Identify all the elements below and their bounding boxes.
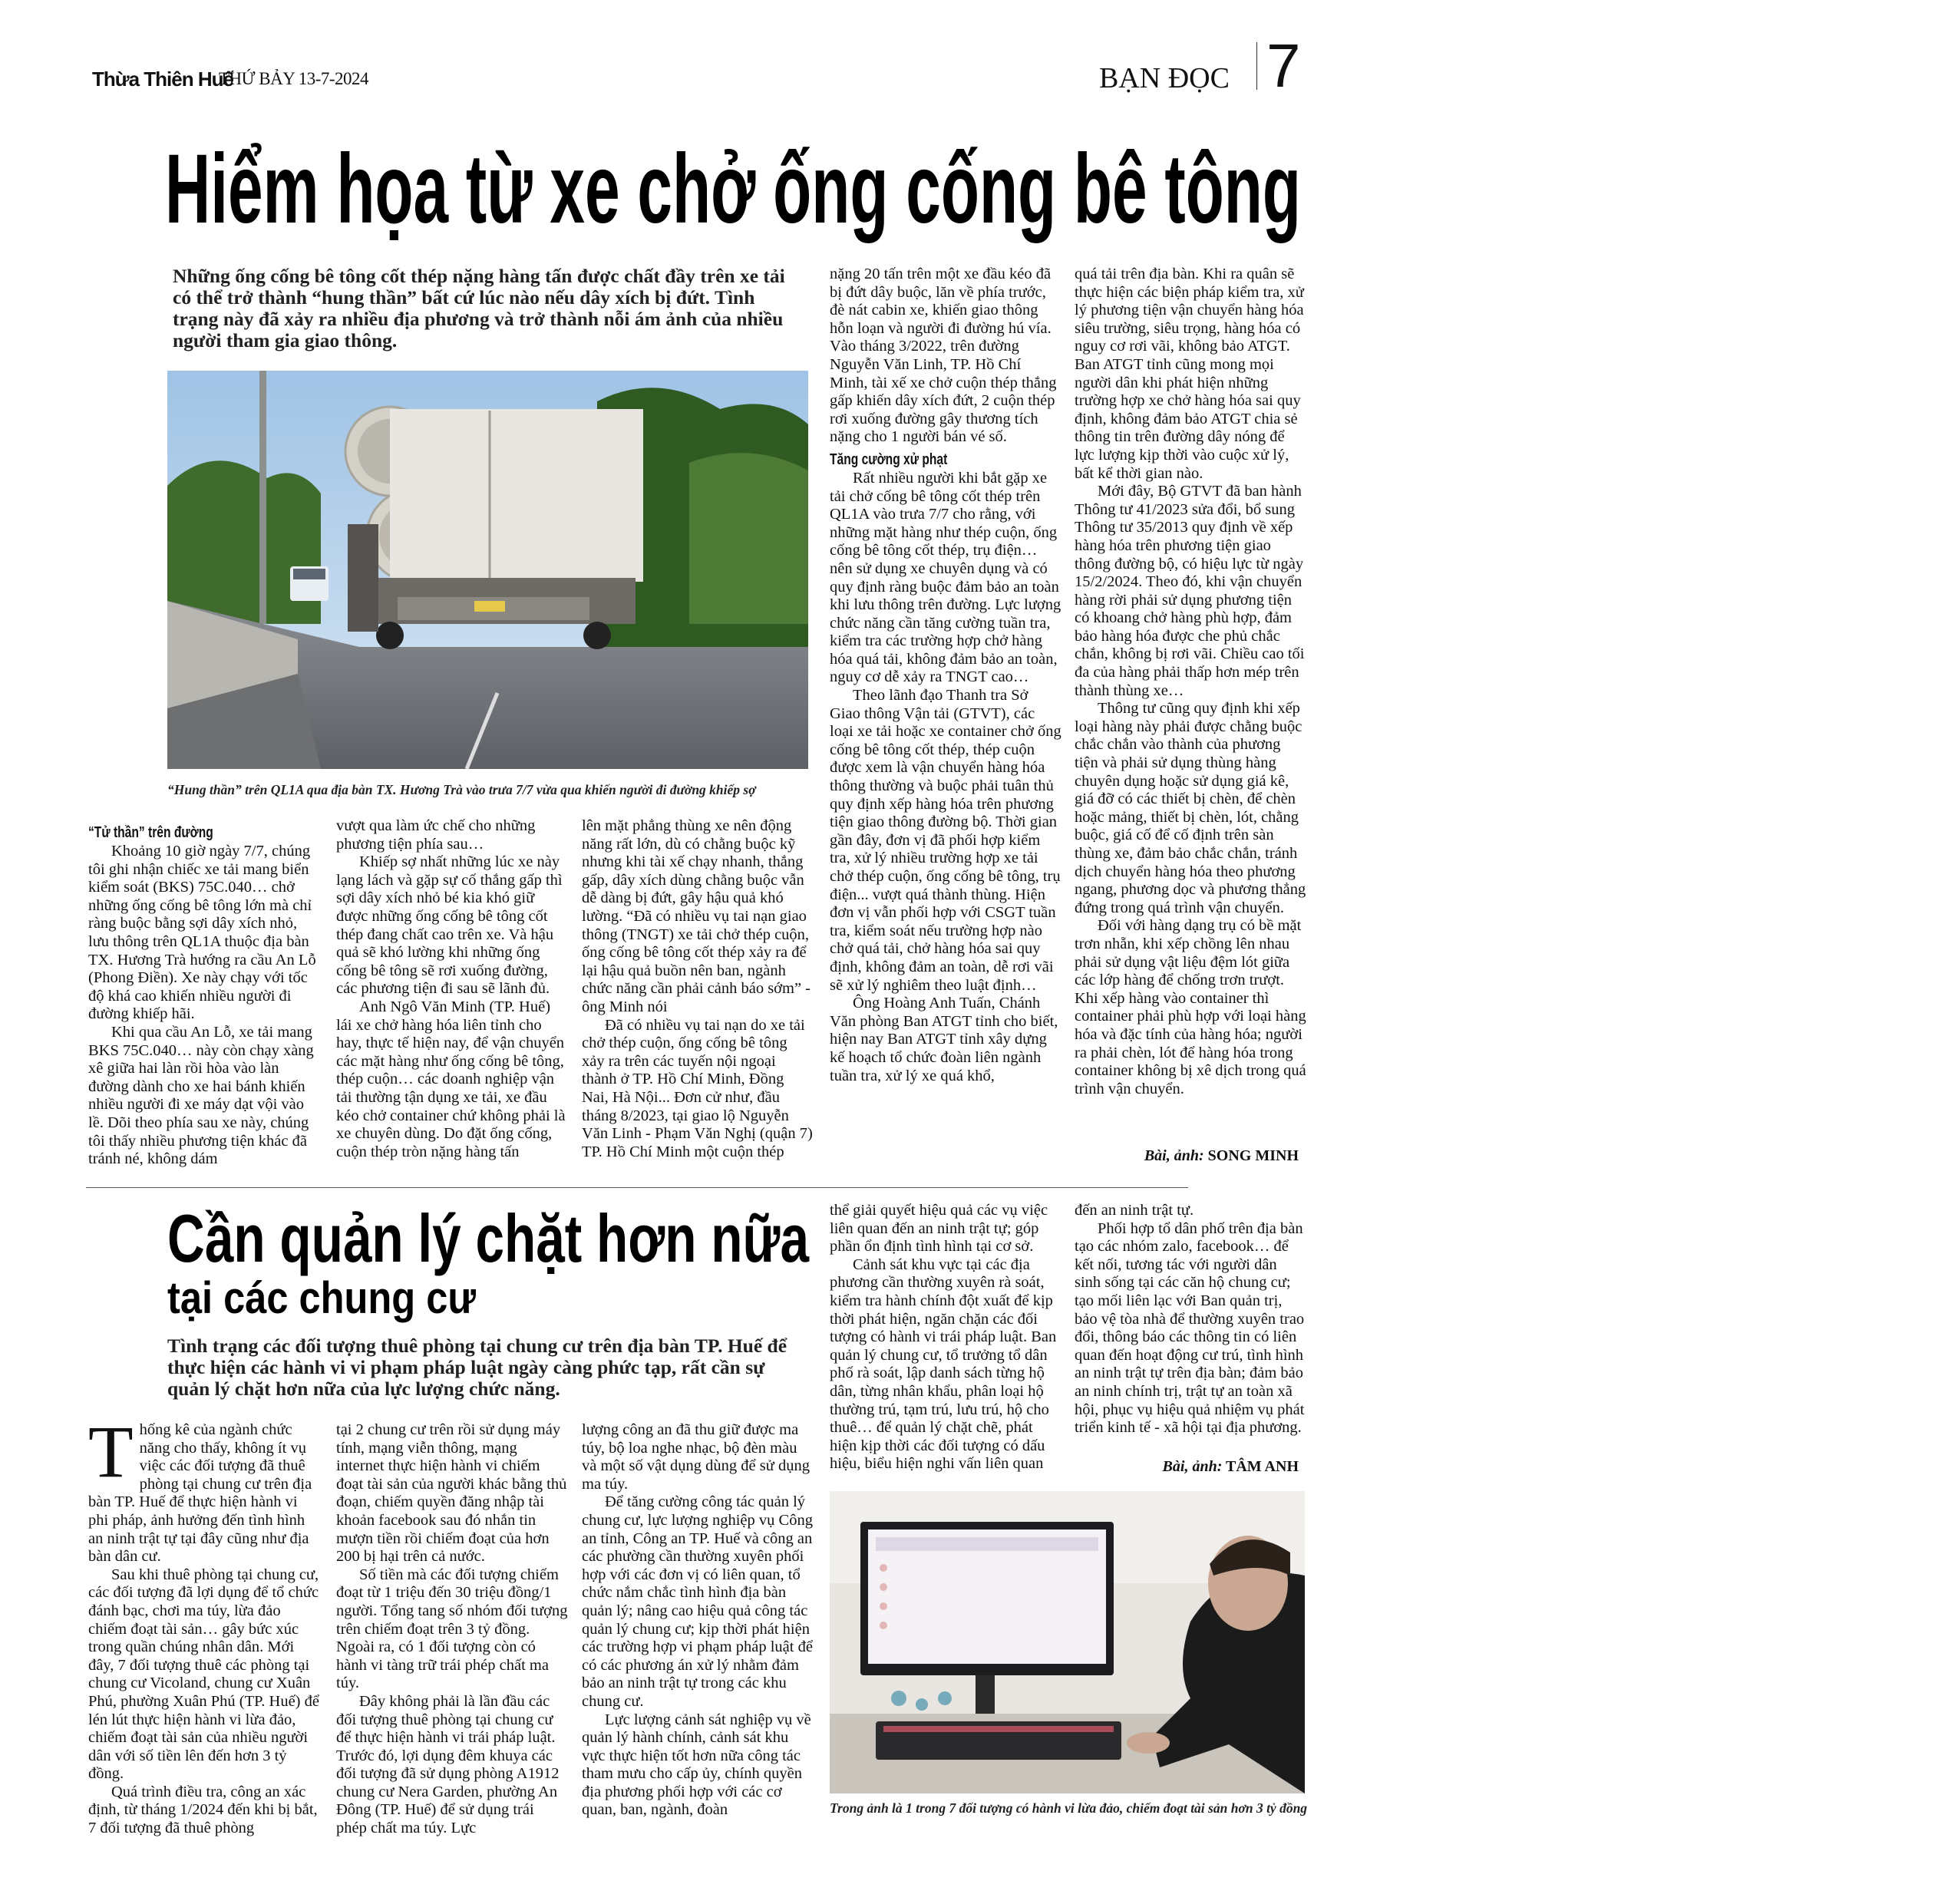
- paragraph: Để tăng cường công tác quản lý chung cư, lực lượng nghiệp vụ Công an tỉnh, Công an TP. Huế và công an các phường cần thường xuyên phối hợp với các đơn vị có liên quan, tổ chức nắm chắc tình hình địa bàn quản lý; nâng cao hiệu quả công tác quản lý chung cư; kịp thời phát hiện các trường hợp vi phạm pháp luật để có các phương án xử lý nhằm đảm bảo an ninh trật tự trong các khu chung cư.: [582, 1493, 813, 1710]
- section-name: BẠN ĐỌC: [1099, 62, 1230, 94]
- paragraph: đến an ninh trật tự.: [1075, 1202, 1194, 1219]
- paragraph: Thông tư cũng quy định khi xếp loại hàng này phải được chằng buộc chắc chắn vào thành của phương tiện và phải sử dụng thùng hàng chuyên dụng hoặc sử dụng giá kê, giá đỡ có các thiết bị chèn, để chèn hoặc mảng, thiết bị chèn, lót, chằng buộc, giá cố để cố định trên sàn thùng xe, đảm bảo chắc chắn, tránh dịch chuyển hàng hóa theo phương ngang, phương dọc và phương thẳng đứng trong quá trình vận chuyển.: [1075, 700, 1306, 916]
- paragraph: Khi qua cầu An Lỗ, xe tải mang BKS 75C.040… này còn chạy xàng xê giữa hai làn rồi hòa vào làn đường dành cho xe hai bánh khiến nhiều người đi xe máy dạt vội vào lề. Dõi theo phía sau xe này, chúng tôi thấy nhiều phương tiện khác đã tránh né, không dám: [88, 1023, 314, 1168]
- article1-column-3: [582, 817, 814, 1165]
- article2-subtitle: tại các chung cư: [167, 1273, 476, 1323]
- article1-column-4: [830, 266, 1061, 1170]
- article2-subtitle-wrap: [167, 1274, 490, 1325]
- header-divider: [1256, 42, 1257, 90]
- article-divider: [86, 1187, 1188, 1188]
- article1-column-5: [1075, 266, 1306, 1148]
- paragraph: Theo lãnh đạo Thanh tra Sở Giao thông Vận tải (GTVT), các loại xe tải hoặc xe container chở ống cống bê tông cốt thép, thép cuộn được xem là vận chuyển hàng hóa thông thường và buộc phải tuân thủ quy định xếp hàng hóa trên phương tiện giao thông đường bộ. Thời gian gần đây, đơn vị đã phối hợp kiểm tra, xử lý nhiều trường hợp xe tải chở thép cuộn, ống cống bê tông, trụ điện... vượt quá thành thùng. Hiện đơn vị vẫn phối hợp với CSGT tuần tra, kiểm soát nếu trường hợp nào chở quá tải, chở hàng hóa sai quy định, không đảm an toàn, dễ rơi vãi sẽ xử lý nghiêm theo luật định…: [830, 687, 1061, 994]
- article1-column-2: [336, 817, 568, 1165]
- paragraph: Khiếp sợ nhất những lúc xe này lạng lách và gặp sự cố thắng gấp thì sợi dây xích nhỏ bé kia khó giữ được những ống cống bê tông cốt thép đang chất cao trên xe. Và hậu quả sẽ khó lường khi những ống cống bê tông sẽ rơi xuống đường, các phương tiện đi sau sẽ lãnh đủ.: [336, 853, 563, 998]
- article2-photo: [830, 1491, 1305, 1793]
- person-at-computer-photo: [830, 1491, 1305, 1793]
- page-number: 7: [1266, 31, 1301, 100]
- article1-photo: [167, 371, 808, 769]
- paragraph: tại 2 chung cư trên rồi sử dụng máy tính, mạng viễn thông, mạng internet thực hiện hành vi chiếm đoạt tài sản của người khác bằng thủ đoạn, chiếm quyền đăng nhập tài khoản facebook sau đó nhắn tin mượn tiền rồi chiếm đoạt của hơn 200 bị hại trên cả nước.: [336, 1421, 567, 1566]
- paragraph: quá tải trên địa bàn. Khi ra quân sẽ thực hiện các biện pháp kiểm tra, xử lý phương tiện vận chuyển hàng hóa siêu trường, siêu trọng, hàng hóa có nguy cơ rơi vãi, không bảo ATGT. Ban ATGT tỉnh cũng mong mọi người dân khi phát hiện những trường hợp xe chở hàng hóa sai quy định, không đảm bảo ATGT chia sẻ thông tin trên đường dây nóng để lực lượng kịp thời vào cuộc xử lý, bất kể thời gian nào.: [1075, 266, 1304, 482]
- article2-title-wrap: [167, 1199, 812, 1279]
- paragraph: Số tiền mà các đối tượng chiếm đoạt từ 1 triệu đến 30 triệu đồng/1 người. Tổng tang số nhóm đối tượng trên chiếm đoạt trên 3 tỷ đồng. Ngoài ra, có 1 đối tượng còn có hành vi tàng trữ trái phép chất ma túy.: [336, 1566, 568, 1692]
- byline-label: Bài, ảnh:: [1162, 1458, 1223, 1475]
- truck-with-pipes-photo: [167, 371, 808, 769]
- issue-date: THỨ BẢY 13-7-2024: [219, 69, 369, 88]
- paragraph: Khoảng 10 giờ ngày 7/7, chúng tôi ghi nhận chiếc xe tải mang biển kiểm soát (BKS) 75C.040… chở những ống cống bê tông lớn mà chỉ ràng buộc bằng sợi dây xích nhỏ, lưu thông trên QL1A thuộc địa bàn TX. Hương Trà hướng ra cầu An Lỗ (Phong Điền). Xe này chạy với tốc độ khá cao khiến nhiều người đi đường khiếp hãi.: [88, 843, 316, 1023]
- article2-photo-caption: Trong ảnh là 1 trong 7 đối tượng có hành vi lừa đảo, chiếm đoạt tài sản hơn 3 tỷ đồng: [830, 1800, 1308, 1816]
- paragraph: Mới đây, Bộ GTVT đã ban hành Thông tư 41/2023 sửa đổi, bổ sung Thông tư 35/2013 quy định về xếp hàng hóa trên phương tiện giao thông đường bộ, có hiệu lực từ ngày 15/2/2024. Theo đó, khi vận chuyển hàng rời phải sử dụng phương tiện có khoang chở hàng phù hợp, đảm bảo hàng hóa được che phủ chắc chắn, không bị rơi vãi. Chiều cao tối đa của hàng phải thấp hơn mép trên thành thùng xe…: [1075, 483, 1305, 699]
- paragraph: Lực lượng cảnh sát nghiệp vụ về quản lý hành chính, cảnh sát khu vực thực hiện tốt hơn nữa công tác tham mưu cho cấp ủy, chính quyền địa phương phối hợp với các cơ quan, ban, ngành, đoàn: [582, 1711, 811, 1819]
- byline-author: TÂM ANH: [1226, 1458, 1299, 1475]
- article2-lead: Tình trạng các đối tượng thuê phòng tại chung cư trên địa bàn TP. Huế để thực hiện các hành vi vi phạm pháp luật ngày càng phức tạp, rất cần sự quản lý chặt hơn nữa của lực lượng chức năng.: [167, 1335, 787, 1400]
- masthead: Thừa Thiên Huế: [92, 68, 233, 91]
- subheading: “Tử thần” trên đường: [88, 824, 213, 841]
- article1-lead: Những ống cống bê tông cốt thép nặng hàng tấn được chất đầy trên xe tải có thể trở thành “hung thần” bất cứ lúc nào nếu dây xích bị đứt. Tình trạng này đã xảy ra nhiều địa phương và trở thành nỗi ám ảnh của nhiều người tham gia giao thông.: [173, 265, 785, 351]
- paragraph: Đối với hàng dạng trụ có bề mặt trơn nhẵn, khi xếp chồng lên nhau phải sử dụng vật liệu đệm lót giữa các lớp hàng để chống trơn trượt. Khi xếp hàng vào container thì container phải phù hợp với loại hàng hóa và đặc tính của hàng hóa; người ra phải chèn, lót để hàng hóa trong container không bị xê dịch trong quá trình vận chuyển.: [1075, 917, 1306, 1097]
- article1-title-wrap: [165, 132, 1301, 255]
- paragraph: Cảnh sát khu vực tại các địa phương cần thường xuyên rà soát, kiểm tra hành chính đột xuất để kịp thời phát hiện, ngăn chặn các đối tượng có hành vi trái pháp luật. Ban quản lý chung cư, tổ trưởng tổ dân phố rà soát, lập danh sách từng hộ dân, từng nhân khẩu, phân loại hộ thường trú, tạm trú, lưu trú, hộ cho thuê… để quản lý chặt chẽ, phát hiện kịp thời các đối tượng có dấu hiệu, biểu hiện nghi vấn liên quan: [830, 1256, 1057, 1473]
- article2-column-1: [88, 1411, 320, 1837]
- drop-cap: T: [88, 1411, 134, 1493]
- paragraph: nặng 20 tấn trên một xe đầu kéo đã bị đứt dây buộc, lăn về phía trước, đè nát cabin xe, khiến giao thông hỗn loạn và người đi đường hú vía. Vào tháng 3/2022, trên đường Nguyễn Văn Linh, TP. Hồ Chí Minh, tài xế xe chở cuộn thép thắng gấp khiến dây xích đứt, 2 cuộn thép rơi xuống đường gây thương tích nặng cho 1 người bán vé số.: [830, 266, 1057, 446]
- paragraph: lên mặt phẳng thùng xe nên động năng rất lớn, dù có chằng buộc kỹ nhưng khi tài xế chạy nhanh, thắng gấp, dây xích dùng chằng buộc vẫn dễ dàng bị đứt, gây hậu quả khó lường. “Đã có nhiều vụ tai nạn giao thông (TNGT) xe tải chở thép cuộn, ống cống bê tông cốt thép xảy ra để lại hậu quả buồn nên ban, ngành chức năng cần phải cảnh báo sớm” - ông Minh nói: [582, 817, 811, 1015]
- byline-author: SONG MINH: [1207, 1147, 1299, 1164]
- paragraph: Rất nhiều người khi bắt gặp xe tải chở cống bê tông cốt thép trên QL1A vào trưa 7/7 cho rằng, với những mặt hàng như thép cuộn, ống cống bê tông cốt thép, trụ điện… nên sử dụng xe chuyên dụng và có quy định ràng buộc đảm bảo an toàn khi lưu thông trên đường. Lực lượng chức năng cần tăng cường tuần tra, kiểm tra các trường hợp chở hàng hóa quá tải, không đảm bảo an toàn, nguy cơ dễ xảy ra TNGT cao…: [830, 469, 1061, 686]
- paragraph: Đây không phải là lần đầu các đối tượng thuê phòng tại chung cư để thực hiện hành vi trái pháp luật. Trước đó, lợi dụng đêm khuya các đối tượng đã sử dụng phòng A1912 chung cư Nera Garden, phường An Đông (TP. Huế) để sử dụng trái phép chất ma túy. Lực: [336, 1692, 560, 1837]
- article1-photo-caption: “Hung thần” trên QL1A qua địa bàn TX. Hương Trà vào trưa 7/7 vừa qua khiến người đi đường khiếp sợ: [167, 782, 756, 797]
- paragraph: hống kê của ngành chức năng cho thấy, không ít vụ việc các đối tượng đã thuê phòng tại chung cư trên địa bàn TP. Huế để thực hiện hành vi phi pháp, ảnh hưởng đến tình hình an ninh trật tự tại đây cũng như địa bàn dân cư.: [88, 1421, 312, 1566]
- paragraph: lượng công an đã thu giữ được ma túy, bộ loa nghe nhạc, bộ đèn màu và một số vật dụng dùng để sử dụng ma túy.: [582, 1421, 810, 1493]
- paragraph: Ông Hoàng Anh Tuấn, Chánh Văn phòng Ban ATGT tỉnh cho biết, hiện nay Ban ATGT tỉnh xây dựng kế hoạch tổ chức đoàn liên ngành tuần tra, xử lý xe quá khổ,: [830, 995, 1058, 1084]
- article2-column-4: [830, 1202, 1061, 1473]
- paragraph: vượt qua làm ức chế cho những phương tiện phía sau…: [336, 817, 536, 853]
- paragraph: Đã có nhiều vụ tai nạn do xe tải chở thép cuộn, ống cống bê tông xảy ra trên các tuyến nội ngoại thành ở TP. Hồ Chí Minh, Đồng Nai, Hà Nội... Đơn cử như, đầu tháng 8/2023, tại giao lộ Nguyễn Văn Linh - Phạm Văn Nghị (quận 7) TP. Hồ Chí Minh một cuộn thép: [582, 1016, 813, 1160]
- article2-column-3: [582, 1421, 814, 1836]
- byline-label: Bài, ảnh:: [1144, 1147, 1204, 1164]
- article2-column-5: [1075, 1202, 1306, 1450]
- article1-column-1: [88, 820, 320, 1168]
- article2-column-2: [336, 1421, 568, 1836]
- subheading: Tăng cường xử phạt: [830, 450, 948, 468]
- paragraph: Quá trình điều tra, công an xác định, từ tháng 1/2024 đến khi bị bắt, 7 đối tượng đã thuê phòng: [88, 1783, 318, 1837]
- article2-byline: [1163, 1458, 1299, 1476]
- article2-title: Cần quản lý chặt hơn nữa: [167, 1200, 809, 1276]
- paragraph: Phối hợp tổ dân phố trên địa bàn tạo các nhóm zalo, facebook… để kết nối, tương tác với người dân sinh sống tại các căn hộ chung cư; tạo mối liên lạc với Ban quản trị, bảo vệ tòa nhà để thường xuyên trao đổi, thông báo các thông tin có liên quan đến hoạt động cư trú, tình hình an ninh trật tự trên địa bàn; đảm bảo an ninh chính trị, trật tự an toàn xã hội, phục vụ hiệu quả nhiệm vụ phát triển kinh tế - xã hội tại địa phương.: [1075, 1219, 1305, 1437]
- paragraph: thể giải quyết hiệu quả các vụ việc liên quan đến an ninh trật tự; góp phần ổn định tình hình tại cơ sở.: [830, 1202, 1048, 1256]
- article1-title: Hiểm họa từ xe chở ống cống bê tông: [165, 134, 1301, 244]
- paragraph: Anh Ngô Văn Minh (TP. Huế) lái xe chở hàng hóa liên tỉnh cho hay, thực tế hiện nay, để vận chuyển các mặt hàng như ống cống bê tông, thép cuộn… các doanh nghiệp vận tải thường tận dụng xe tải, xe đầu kéo chở container chứ không phải là xe chuyên dùng. Do đặt ống cống, cuộn thép tròn nặng hàng tấn: [336, 998, 566, 1160]
- article1-byline: [1144, 1147, 1299, 1165]
- paragraph: Sau khi thuê phòng tại chung cư, các đối tượng đã lợi dụng để tổ chức đánh bạc, chơi ma túy, lừa đảo chiếm đoạt tài sản… gây bức xúc trong quần chúng nhân dân. Mới đây, 7 đối tượng thuê các phòng tại chung cư Vicoland, chung cư Xuân Phú, phường Xuân Phú (TP. Huế) để lén lút thực hiện hành vi lừa đảo, chiếm đoạt tài sản của nhiều người dân với số tiền lên đến hơn 3 tỷ đồng.: [88, 1566, 319, 1783]
